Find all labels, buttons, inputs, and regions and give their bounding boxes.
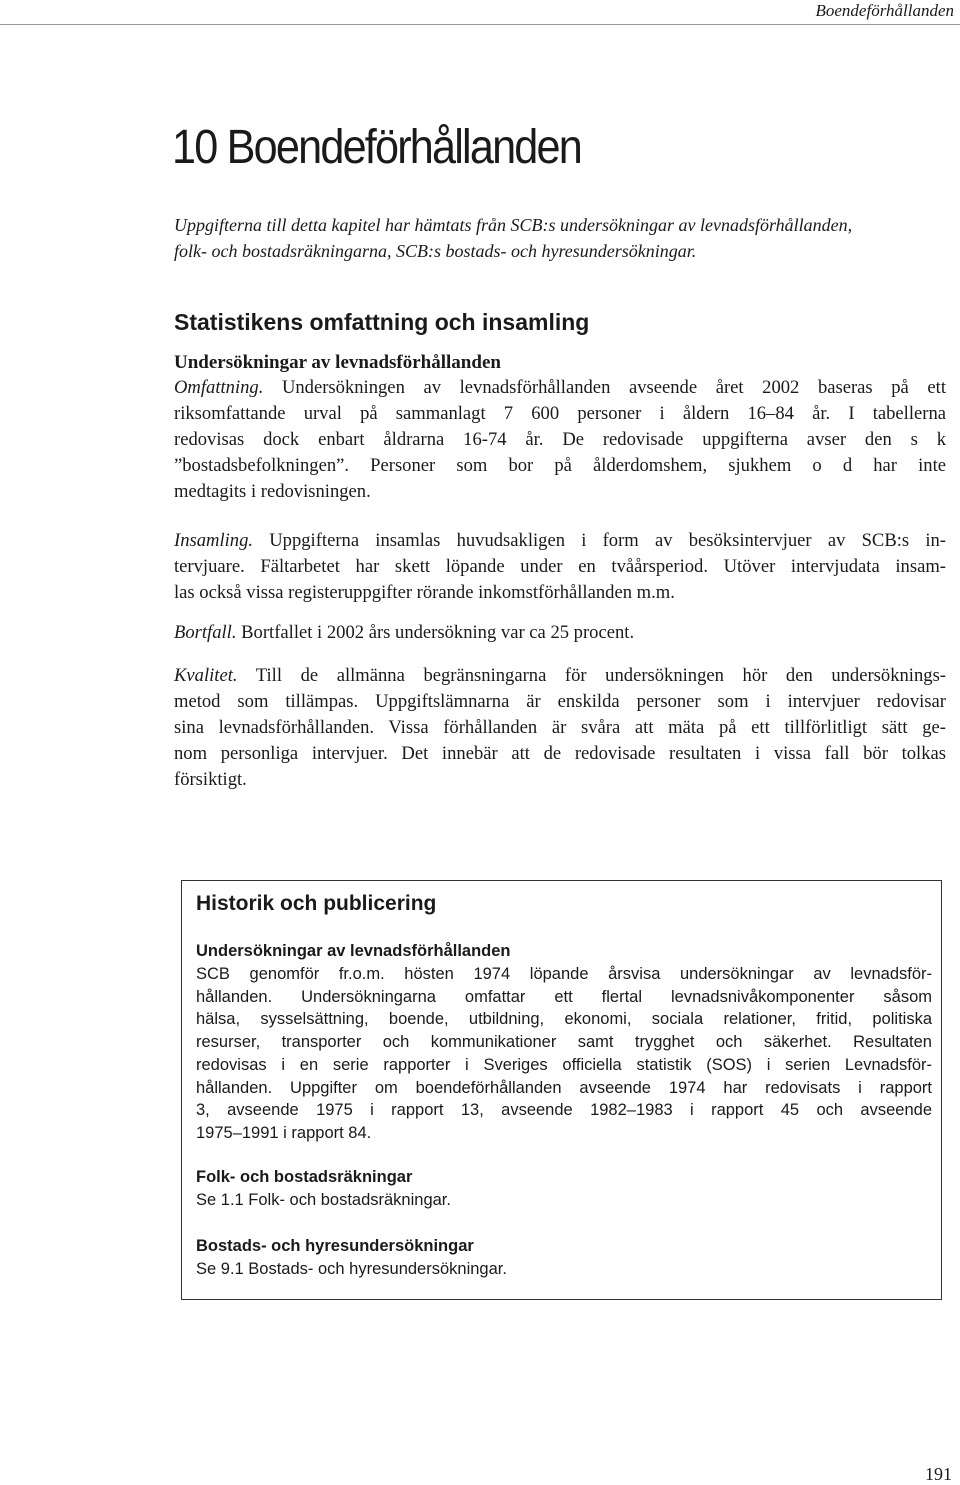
lead-bortfall: Bortfall.	[174, 622, 237, 643]
paragraph-line: ”bostadsbefolkningen”. Personer som bor på ålderdomshem, sjukhem o d har inte	[174, 455, 946, 476]
lead-insamling: Insamling.	[174, 530, 254, 551]
paragraph-line: Kvalitet. Till de allmänna begränsningarna för undersökningen hör den undersöknings-	[174, 665, 946, 686]
paragraph-omfattning	[174, 375, 946, 505]
subheading-levnadsforhallanden: Undersökningar av levnadsförhållanden	[174, 352, 501, 373]
box-subheading-folk: Folk- och bostadsräkningar	[196, 1168, 413, 1186]
intro-line: folk- och bostadsräkningarna, SCB:s bostads- och hyresundersökningar.	[174, 241, 697, 261]
paragraph-line: Insamling. Uppgifterna insamlas huvudsakligen i form av besöksintervjuer av SCB:s in-	[174, 530, 946, 551]
box-line: 3, avseende 1975 i rapport 13, avseende 1982–1983 i rapport 45 och avseende	[196, 1101, 932, 1120]
paragraph-line: medtagits i redovisningen.	[174, 481, 371, 502]
page-number: 191	[925, 1464, 952, 1484]
box-subheading-levnad: Undersökningar av levnadsförhållanden	[196, 942, 511, 960]
lead-omfattning: Omfattning.	[174, 377, 264, 398]
lead-kvalitet: Kvalitet.	[174, 665, 238, 686]
intro-line: Uppgifterna till detta kapitel har hämtats från SCB:s undersökningar av levnadsförhållanden,	[174, 215, 853, 235]
paragraph-line: Bortfall. Bortfallet i 2002 års undersökning var ca 25 procent.	[174, 622, 635, 643]
box-paragraph-folk	[196, 1189, 932, 1212]
running-header: Boendeförhållanden	[815, 1, 954, 20]
intro-paragraph	[174, 212, 934, 264]
paragraph-line: metod som tillämpas. Uppgiftslämnarna är enskilda personer som i intervjuer redovisar	[174, 691, 946, 712]
paragraph-line: sina levnadsförhållanden. Vissa förhållanden är svåra att mäta på ett tillförlitligt sätt ge-	[174, 717, 946, 738]
box-line: hälsa, sysselsättning, boende, utbildning, ekonomi, sociala relationer, fritid, politiska	[196, 1010, 932, 1029]
paragraph-bortfall	[174, 620, 946, 646]
history-box	[181, 880, 942, 1300]
box-title: Historik och publicering	[196, 892, 437, 915]
paragraph-line: tervjuare. Fältarbetet har skett löpande under en tvåårsperiod. Utöver intervjudata insam-	[174, 556, 946, 577]
paragraph-insamling	[174, 528, 946, 606]
box-paragraph-levnad	[196, 963, 932, 1145]
paragraph-line: nom personliga intervjuer. Det innebär att de redovisade resultaten i vissa fall bör tolkas	[174, 743, 946, 764]
paragraph-line: riksomfattande urval på sammanlagt 7 600 personer i åldern 16–84 år. I tabellerna	[174, 403, 946, 424]
box-line: Se 1.1 Folk- och bostadsräkningar.	[196, 1191, 451, 1209]
box-line: redovisas i en serie rapporter i Sveriges officiella statistik (SOS) i serien Levnadsför-	[196, 1055, 932, 1074]
section-heading: Statistikens omfattning och insamling	[174, 309, 590, 335]
box-paragraph-bostad	[196, 1258, 932, 1281]
paragraph-line: Omfattning. Undersökningen av levnadsförhållanden avseende året 2002 baseras på ett	[174, 377, 946, 398]
paragraph-line: redovisas dock enbart åldrarna 16-74 år. De redovisade uppgifterna avser den s k	[174, 429, 946, 450]
box-line: hållanden. Uppgifter om boendeförhållanden avseende 1974 har redovisats i rapport	[196, 1078, 932, 1097]
box-line: Se 9.1 Bostads- och hyresundersökningar.	[196, 1260, 507, 1278]
box-subheading-bostad: Bostads- och hyresundersökningar	[196, 1237, 474, 1255]
box-line: SCB genomför fr.o.m. hösten 1974 löpande årsvisa undersökningar av levnadsför-	[196, 965, 932, 983]
paragraph-line: försiktigt.	[174, 769, 247, 790]
box-line: resurser, transporter och kommunikationer samt trygghet och säkerhet. Resultaten	[196, 1033, 932, 1052]
paragraph-kvalitet	[174, 663, 946, 793]
box-line: 1975–1991 i rapport 84.	[196, 1123, 372, 1142]
paragraph-line: las också vissa registeruppgifter rörande inkomstförhållanden m.m.	[174, 582, 675, 603]
box-line: hållanden. Undersökningarna omfattar ett flertal levnadsnivåkomponenter såsom	[196, 987, 932, 1006]
chapter-title: 10 Boendeförhållanden	[172, 121, 581, 174]
header-divider	[0, 24, 960, 25]
